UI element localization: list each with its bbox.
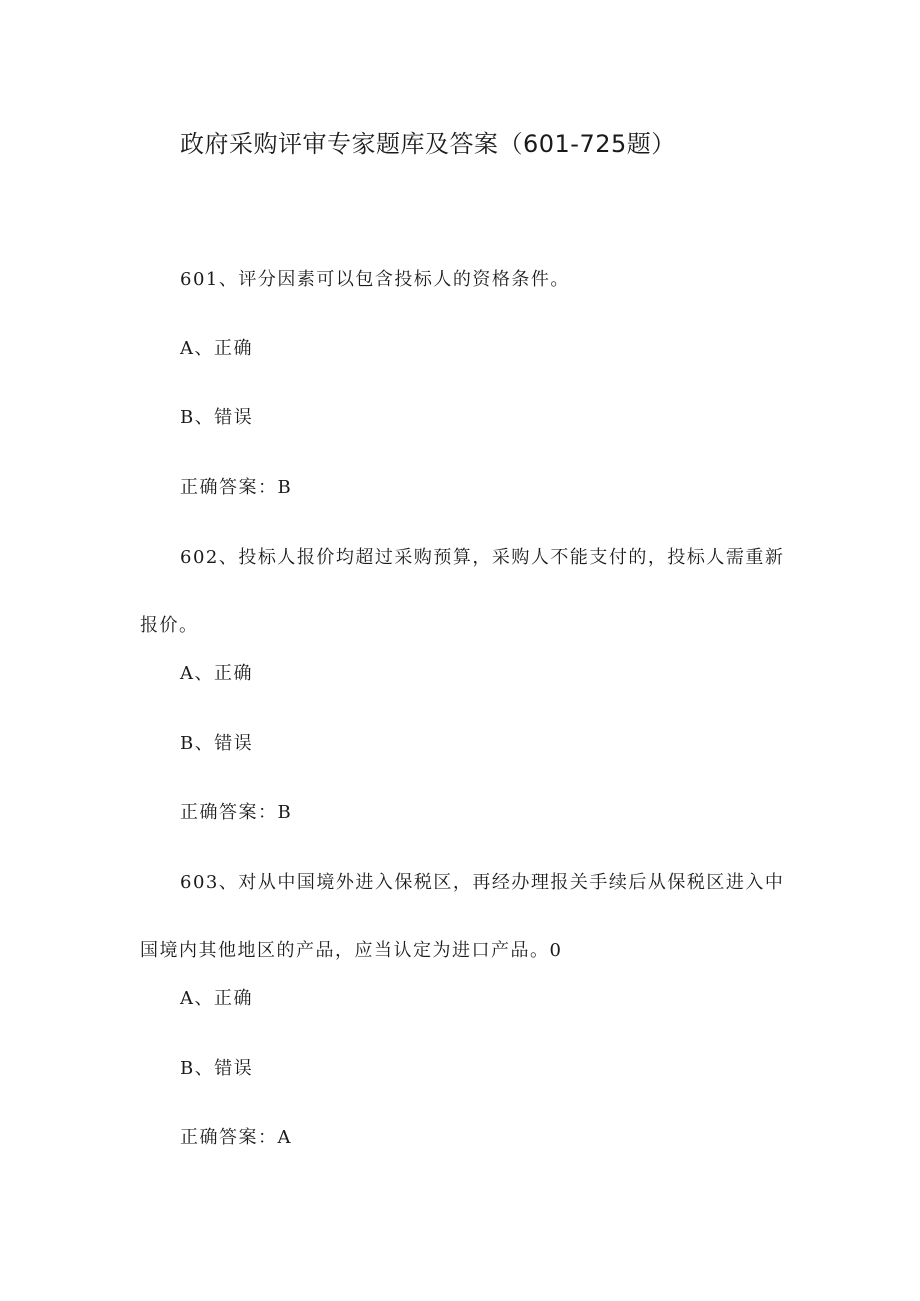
question-601-option-b: B、错误: [180, 407, 254, 428]
question-602-option-b: B、错误: [180, 733, 254, 754]
question-stem-603: 603、对从中国境外进入保税区，再经办理报关手续后从保税区进入中国境内其他地区的产品，应当认定为进口产品。0: [140, 872, 785, 961]
question-603-option-a: A、正确: [180, 988, 253, 1009]
question-602-answer: 正确答案：B: [180, 802, 293, 823]
question-602-option-a: A、正确: [180, 663, 253, 684]
question-603-option-b: B、错误: [180, 1058, 254, 1079]
document-title: 政府采购评审专家题库及答案（601-725题）: [180, 130, 676, 158]
question-601-option-a: A、正确: [180, 338, 253, 359]
question-601-answer: 正确答案：B: [180, 477, 293, 498]
question-603-answer: 正确答案：A: [180, 1127, 292, 1148]
question-stem-601: 601、评分因素可以包含投标人的资格条件。: [180, 269, 570, 290]
question-stem-602: 602、投标人报价均超过采购预算，采购人不能支付的，投标人需重新报价。: [140, 547, 785, 636]
